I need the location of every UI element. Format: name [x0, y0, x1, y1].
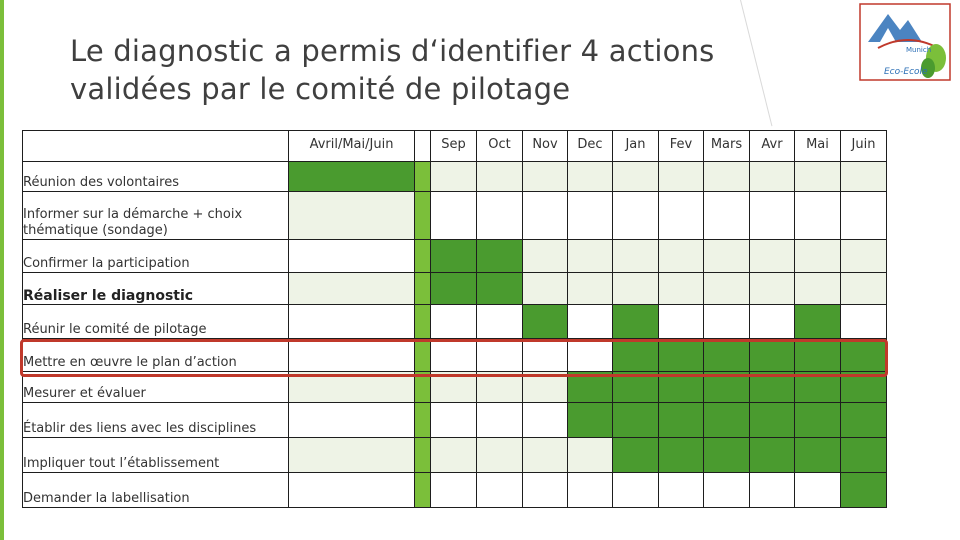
schedule-cell — [659, 273, 704, 305]
schedule-cell — [659, 473, 704, 508]
slide-title: Le diagnostic a permis d‘identifier 4 actions validées par le comité de pilotage — [70, 34, 715, 106]
separator-cell — [415, 273, 431, 305]
separator-cell — [415, 305, 431, 339]
active-cell — [613, 403, 659, 438]
header-corner — [23, 131, 289, 162]
header-cell: Nov — [523, 131, 568, 162]
schedule-cell — [750, 273, 795, 305]
schedule-table — [22, 130, 887, 508]
schedule-cell — [795, 162, 841, 192]
table-row — [23, 192, 887, 240]
table-row — [23, 403, 887, 438]
schedule-cell — [523, 339, 568, 372]
schedule-cell — [289, 192, 415, 240]
schedule-cell — [431, 305, 477, 339]
schedule-cell — [795, 473, 841, 508]
table-row — [23, 473, 887, 508]
schedule-cell — [795, 240, 841, 273]
schedule-cell — [704, 162, 750, 192]
active-cell — [659, 403, 704, 438]
eco-ecole-logo — [858, 2, 954, 82]
active-cell — [841, 403, 887, 438]
active-cell — [841, 438, 887, 473]
logo-text-2: Eco-Ecole — [884, 67, 928, 77]
schedule-cell — [523, 192, 568, 240]
active-cell — [750, 438, 795, 473]
active-cell — [841, 372, 887, 403]
schedule-cell — [841, 305, 887, 339]
schedule-cell — [431, 372, 477, 403]
active-cell — [613, 438, 659, 473]
active-cell — [613, 339, 659, 372]
schedule-cell — [704, 273, 750, 305]
separator-cell — [415, 192, 431, 240]
row-label: Établir des liens avec les disciplines — [23, 403, 289, 438]
schedule-cell — [613, 162, 659, 192]
active-cell — [613, 305, 659, 339]
header-cell: Avril/Mai/Juin — [289, 131, 415, 162]
schedule-cell — [841, 192, 887, 240]
active-cell — [841, 339, 887, 372]
active-cell — [795, 403, 841, 438]
schedule-cell — [477, 403, 523, 438]
active-cell — [841, 473, 887, 508]
table-row — [23, 273, 887, 305]
schedule-cell — [289, 305, 415, 339]
active-cell — [750, 339, 795, 372]
active-cell — [795, 339, 841, 372]
schedule-cell — [795, 273, 841, 305]
schedule-cell — [704, 192, 750, 240]
table-row — [23, 372, 887, 403]
schedule-cell — [477, 162, 523, 192]
row-label: Demander la labellisation — [23, 473, 289, 508]
schedule-cell — [523, 162, 568, 192]
row-label: Réunir le comité de pilotage — [23, 305, 289, 339]
active-cell — [431, 240, 477, 273]
header-cell: Avr — [750, 131, 795, 162]
row-label: Confirmer la participation — [23, 240, 289, 273]
separator-cell — [415, 473, 431, 508]
schedule-cell — [289, 273, 415, 305]
active-cell — [795, 438, 841, 473]
schedule-cell — [477, 438, 523, 473]
table-row — [23, 339, 887, 372]
header-cell: Oct — [477, 131, 523, 162]
schedule-cell — [289, 438, 415, 473]
row-label: Mesurer et évaluer — [23, 372, 289, 403]
separator-cell — [415, 438, 431, 473]
accent-bar — [0, 0, 4, 540]
header-cell: Sep — [431, 131, 477, 162]
schedule-cell — [431, 162, 477, 192]
active-cell — [795, 305, 841, 339]
table-row — [23, 240, 887, 273]
schedule-cell — [289, 339, 415, 372]
row-label: Informer sur la démarche + choix thématique (sondage) — [23, 192, 289, 240]
schedule-cell — [750, 192, 795, 240]
schedule-cell — [568, 339, 613, 372]
table-header-row — [23, 131, 887, 162]
row-label: Réunion des volontaires — [23, 162, 289, 192]
active-cell — [523, 305, 568, 339]
schedule-cell — [568, 273, 613, 305]
schedule-cell — [568, 162, 613, 192]
schedule-cell — [523, 372, 568, 403]
schedule-cell — [568, 192, 613, 240]
active-cell — [613, 372, 659, 403]
row-label: Mettre en œuvre le plan d’action — [23, 339, 289, 372]
active-cell — [568, 403, 613, 438]
logo-text-1: Munich — [906, 46, 932, 54]
schedule-cell — [568, 473, 613, 508]
separator-cell — [415, 372, 431, 403]
active-cell — [659, 372, 704, 403]
schedule-cell — [704, 305, 750, 339]
active-cell — [289, 162, 415, 192]
table-row — [23, 438, 887, 473]
schedule-cell — [568, 438, 613, 473]
schedule-cell — [750, 305, 795, 339]
schedule-cell — [613, 192, 659, 240]
header-cell: Dec — [568, 131, 613, 162]
header-cell: Jan — [613, 131, 659, 162]
active-cell — [704, 372, 750, 403]
schedule-cell — [477, 192, 523, 240]
active-cell — [659, 438, 704, 473]
schedule-cell — [289, 240, 415, 273]
schedule-cell — [704, 240, 750, 273]
separator-cell — [415, 162, 431, 192]
schedule-cell — [523, 273, 568, 305]
active-cell — [704, 403, 750, 438]
active-cell — [750, 372, 795, 403]
header-cell — [415, 131, 431, 162]
header-cell: Juin — [841, 131, 887, 162]
schedule-cell — [523, 403, 568, 438]
schedule-cell — [659, 192, 704, 240]
schedule-cell — [289, 403, 415, 438]
table-row — [23, 162, 887, 192]
active-cell — [659, 339, 704, 372]
schedule-cell — [289, 372, 415, 403]
schedule-cell — [613, 473, 659, 508]
schedule-cell — [477, 339, 523, 372]
header-cell: Mars — [704, 131, 750, 162]
schedule-cell — [431, 403, 477, 438]
schedule-cell — [523, 240, 568, 273]
header-cell: Mai — [795, 131, 841, 162]
schedule-cell — [841, 162, 887, 192]
schedule-cell — [431, 339, 477, 372]
table-row — [23, 305, 887, 339]
schedule-cell — [750, 240, 795, 273]
active-cell — [568, 372, 613, 403]
schedule-cell — [477, 372, 523, 403]
schedule-cell — [568, 305, 613, 339]
active-cell — [431, 273, 477, 305]
schedule-cell — [841, 273, 887, 305]
schedule-cell — [795, 192, 841, 240]
schedule-cell — [431, 192, 477, 240]
schedule-cell — [431, 438, 477, 473]
schedule-cell — [613, 273, 659, 305]
active-cell — [795, 372, 841, 403]
schedule-cell — [841, 240, 887, 273]
separator-cell — [415, 339, 431, 372]
schedule-cell — [431, 473, 477, 508]
active-cell — [750, 403, 795, 438]
active-cell — [704, 438, 750, 473]
schedule-cell — [613, 240, 659, 273]
separator-cell — [415, 240, 431, 273]
schedule-cell — [477, 305, 523, 339]
header-cell: Fev — [659, 131, 704, 162]
row-label: Réaliser le diagnostic — [23, 273, 289, 305]
row-label: Impliquer tout l’établissement — [23, 438, 289, 473]
schedule-cell — [659, 162, 704, 192]
schedule-cell — [659, 305, 704, 339]
schedule-cell — [523, 438, 568, 473]
schedule-cell — [523, 473, 568, 508]
separator-cell — [415, 403, 431, 438]
active-cell — [477, 240, 523, 273]
schedule-cell — [289, 473, 415, 508]
schedule-cell — [659, 240, 704, 273]
active-cell — [704, 339, 750, 372]
schedule-cell — [750, 473, 795, 508]
schedule-cell — [704, 473, 750, 508]
schedule-cell — [568, 240, 613, 273]
schedule-cell — [477, 473, 523, 508]
schedule-cell — [750, 162, 795, 192]
active-cell — [477, 273, 523, 305]
